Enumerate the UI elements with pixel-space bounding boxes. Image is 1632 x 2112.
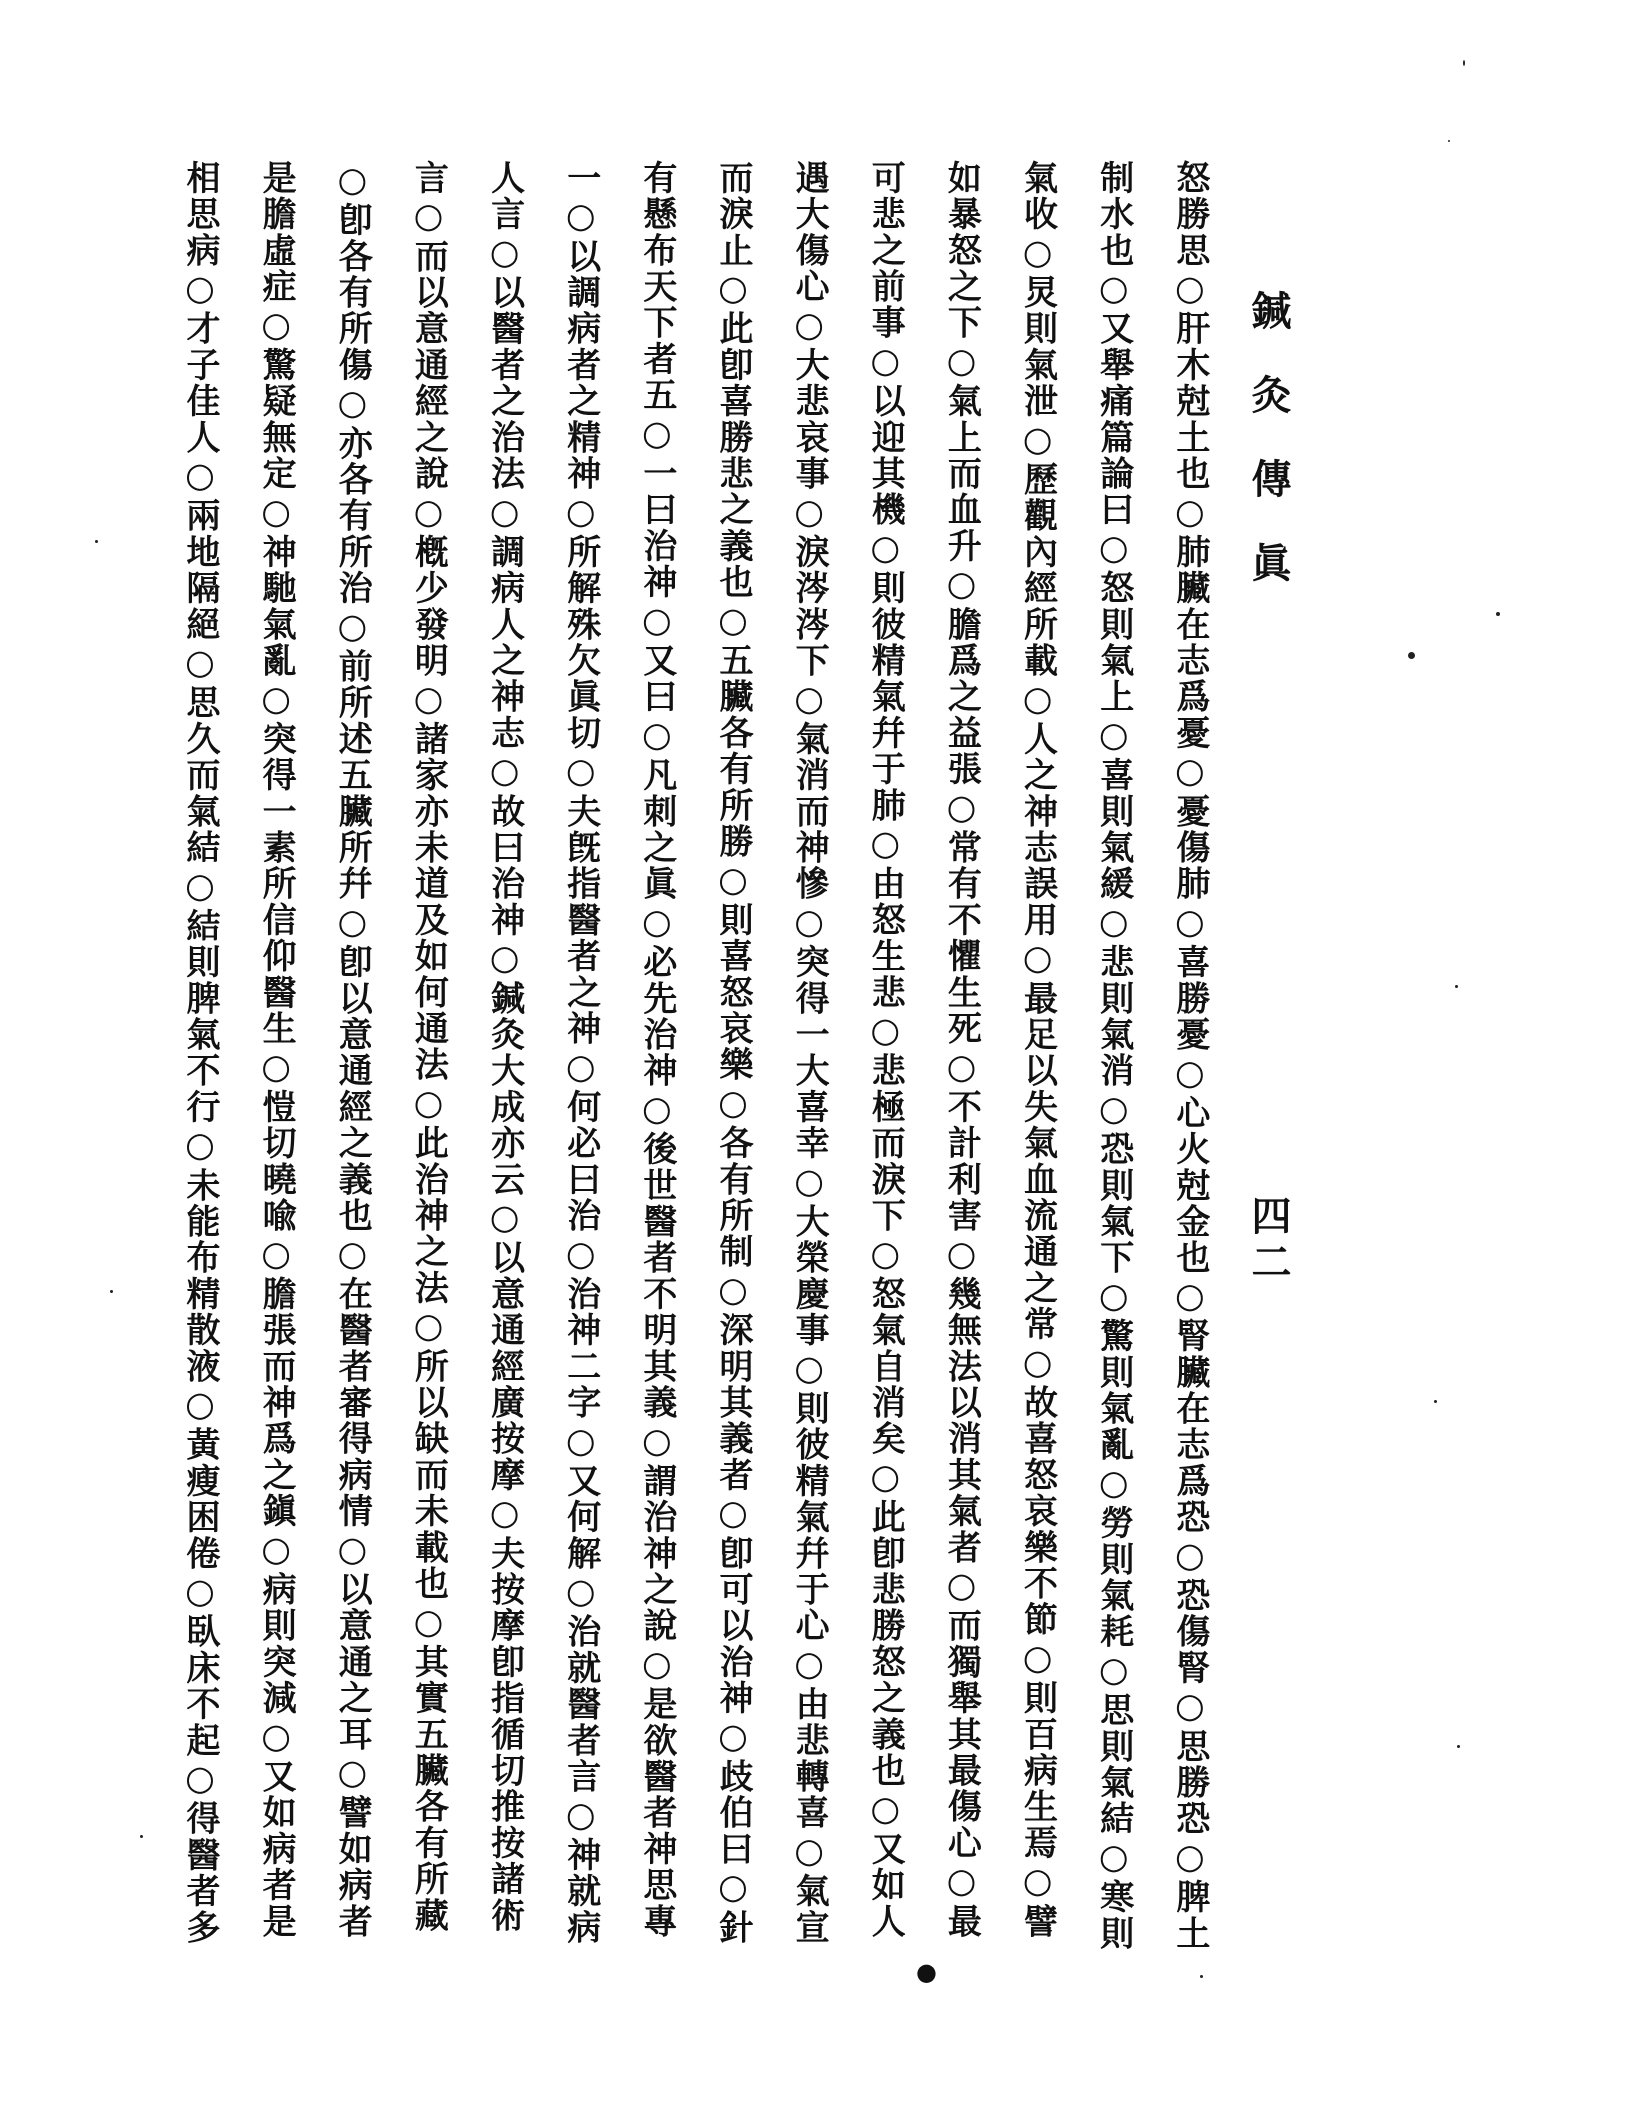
text-column: 制水也○又舉痛篇論曰○怒則氣上○喜則氣緩○悲則氣消○恐則氣下○驚則氣亂○勞則氣耗○思則氣結○寒則: [1093, 160, 1134, 1952]
text-body: [170, 160, 1220, 1960]
page-number: 四二: [1245, 1195, 1292, 1287]
text-column: 氣收○炅則氣泄○歷觀內經所載○人之神志誤用○最足以失氣血流通之常○故喜怒哀樂不節○則百病生焉○譬: [1017, 160, 1058, 1940]
text-column: 人言○以醫者之治法○調病人之神志○故曰治神○鍼灸大成亦云○以意通經廣按摩○夫按摩卽指循切推按諸術: [484, 160, 525, 1934]
scan-speck: [1496, 612, 1500, 616]
running-title: 鍼灸傳眞: [1245, 290, 1292, 626]
text-column: 相思病○才子佳人○兩地隔絕○思久而氣結○結則脾氣不行○未能布精散液○黃瘦困倦○臥床不起○得醫者多: [180, 160, 220, 1946]
scan-speck: [1434, 1400, 1437, 1403]
scan-speck: [1463, 60, 1465, 66]
text-column: 如暴怒之下○氣上而血升○膽爲之益張○常有不懼生死○不計利害○幾無法以消其氣者○而獨舉其最傷心○最: [941, 160, 982, 1940]
scan-speck: [1457, 1745, 1460, 1748]
text-column: 怒勝思○肝木尅土也○肺臟在志爲憂○憂傷肺○喜勝憂○心火尅金也○腎臟在志爲恐○恐傷腎○思勝恐○脾土: [1169, 160, 1210, 1952]
scan-speck: [1200, 1975, 1203, 1978]
text-column: ○卽各有所傷○亦各有所治○前所述五臟所幷○卽以意通經之義也○在醫者審得病情○以意通之耳○譬如病者: [332, 160, 373, 1940]
text-column: 是膽虛症○驚疑無定○神馳氣亂○突得一素所信仰醫生○愷切曉喩○膽張而神爲之鎭○病則突減○又如病者是: [256, 160, 297, 1940]
text-column: 遇大傷心○大悲哀事○淚涔涔下○氣消而神慘○突得一大喜幸○大榮慶事○則彼精氣幷于心○由悲轉喜○氣宣: [789, 160, 830, 1946]
scan-speck: [1448, 140, 1450, 142]
scan-speck: [140, 1835, 143, 1838]
scan-speck: [1408, 652, 1415, 659]
footer-mark: ●: [916, 1958, 937, 1986]
text-column: 而淚止○此卽喜勝悲之義也○五臟各有所勝○則喜怒哀樂○各有所制○深明其義者○卽可以治神○歧伯曰○針: [712, 160, 753, 1946]
scan-speck: [1455, 985, 1458, 988]
text-column: 一○以調病者之精神○所解殊欠眞切○夫旣指醫者之神○何必曰治○治神二字○又何解○治就醫者言○神就病: [560, 160, 601, 1946]
text-column: 可悲之前事○以迎其機○則彼精氣幷于肺○由怒生悲○悲極而淚下○怒氣自消矣○此卽悲勝怒之義也○又如人: [865, 160, 906, 1940]
text-column: 有懸布天下者五○一曰治神○又曰○凡刺之眞○必先治神○後世醫者不明其義○謂治神之說○是欲醫者神思專: [636, 160, 677, 1940]
text-column: 言○而以意通經之說○槪少發明○諸家亦未道及如何通法○此治神之法○所以缺而未載也○其實五臟各有所藏: [408, 160, 449, 1934]
scan-speck: [95, 540, 98, 543]
scan-speck: [110, 1290, 113, 1293]
